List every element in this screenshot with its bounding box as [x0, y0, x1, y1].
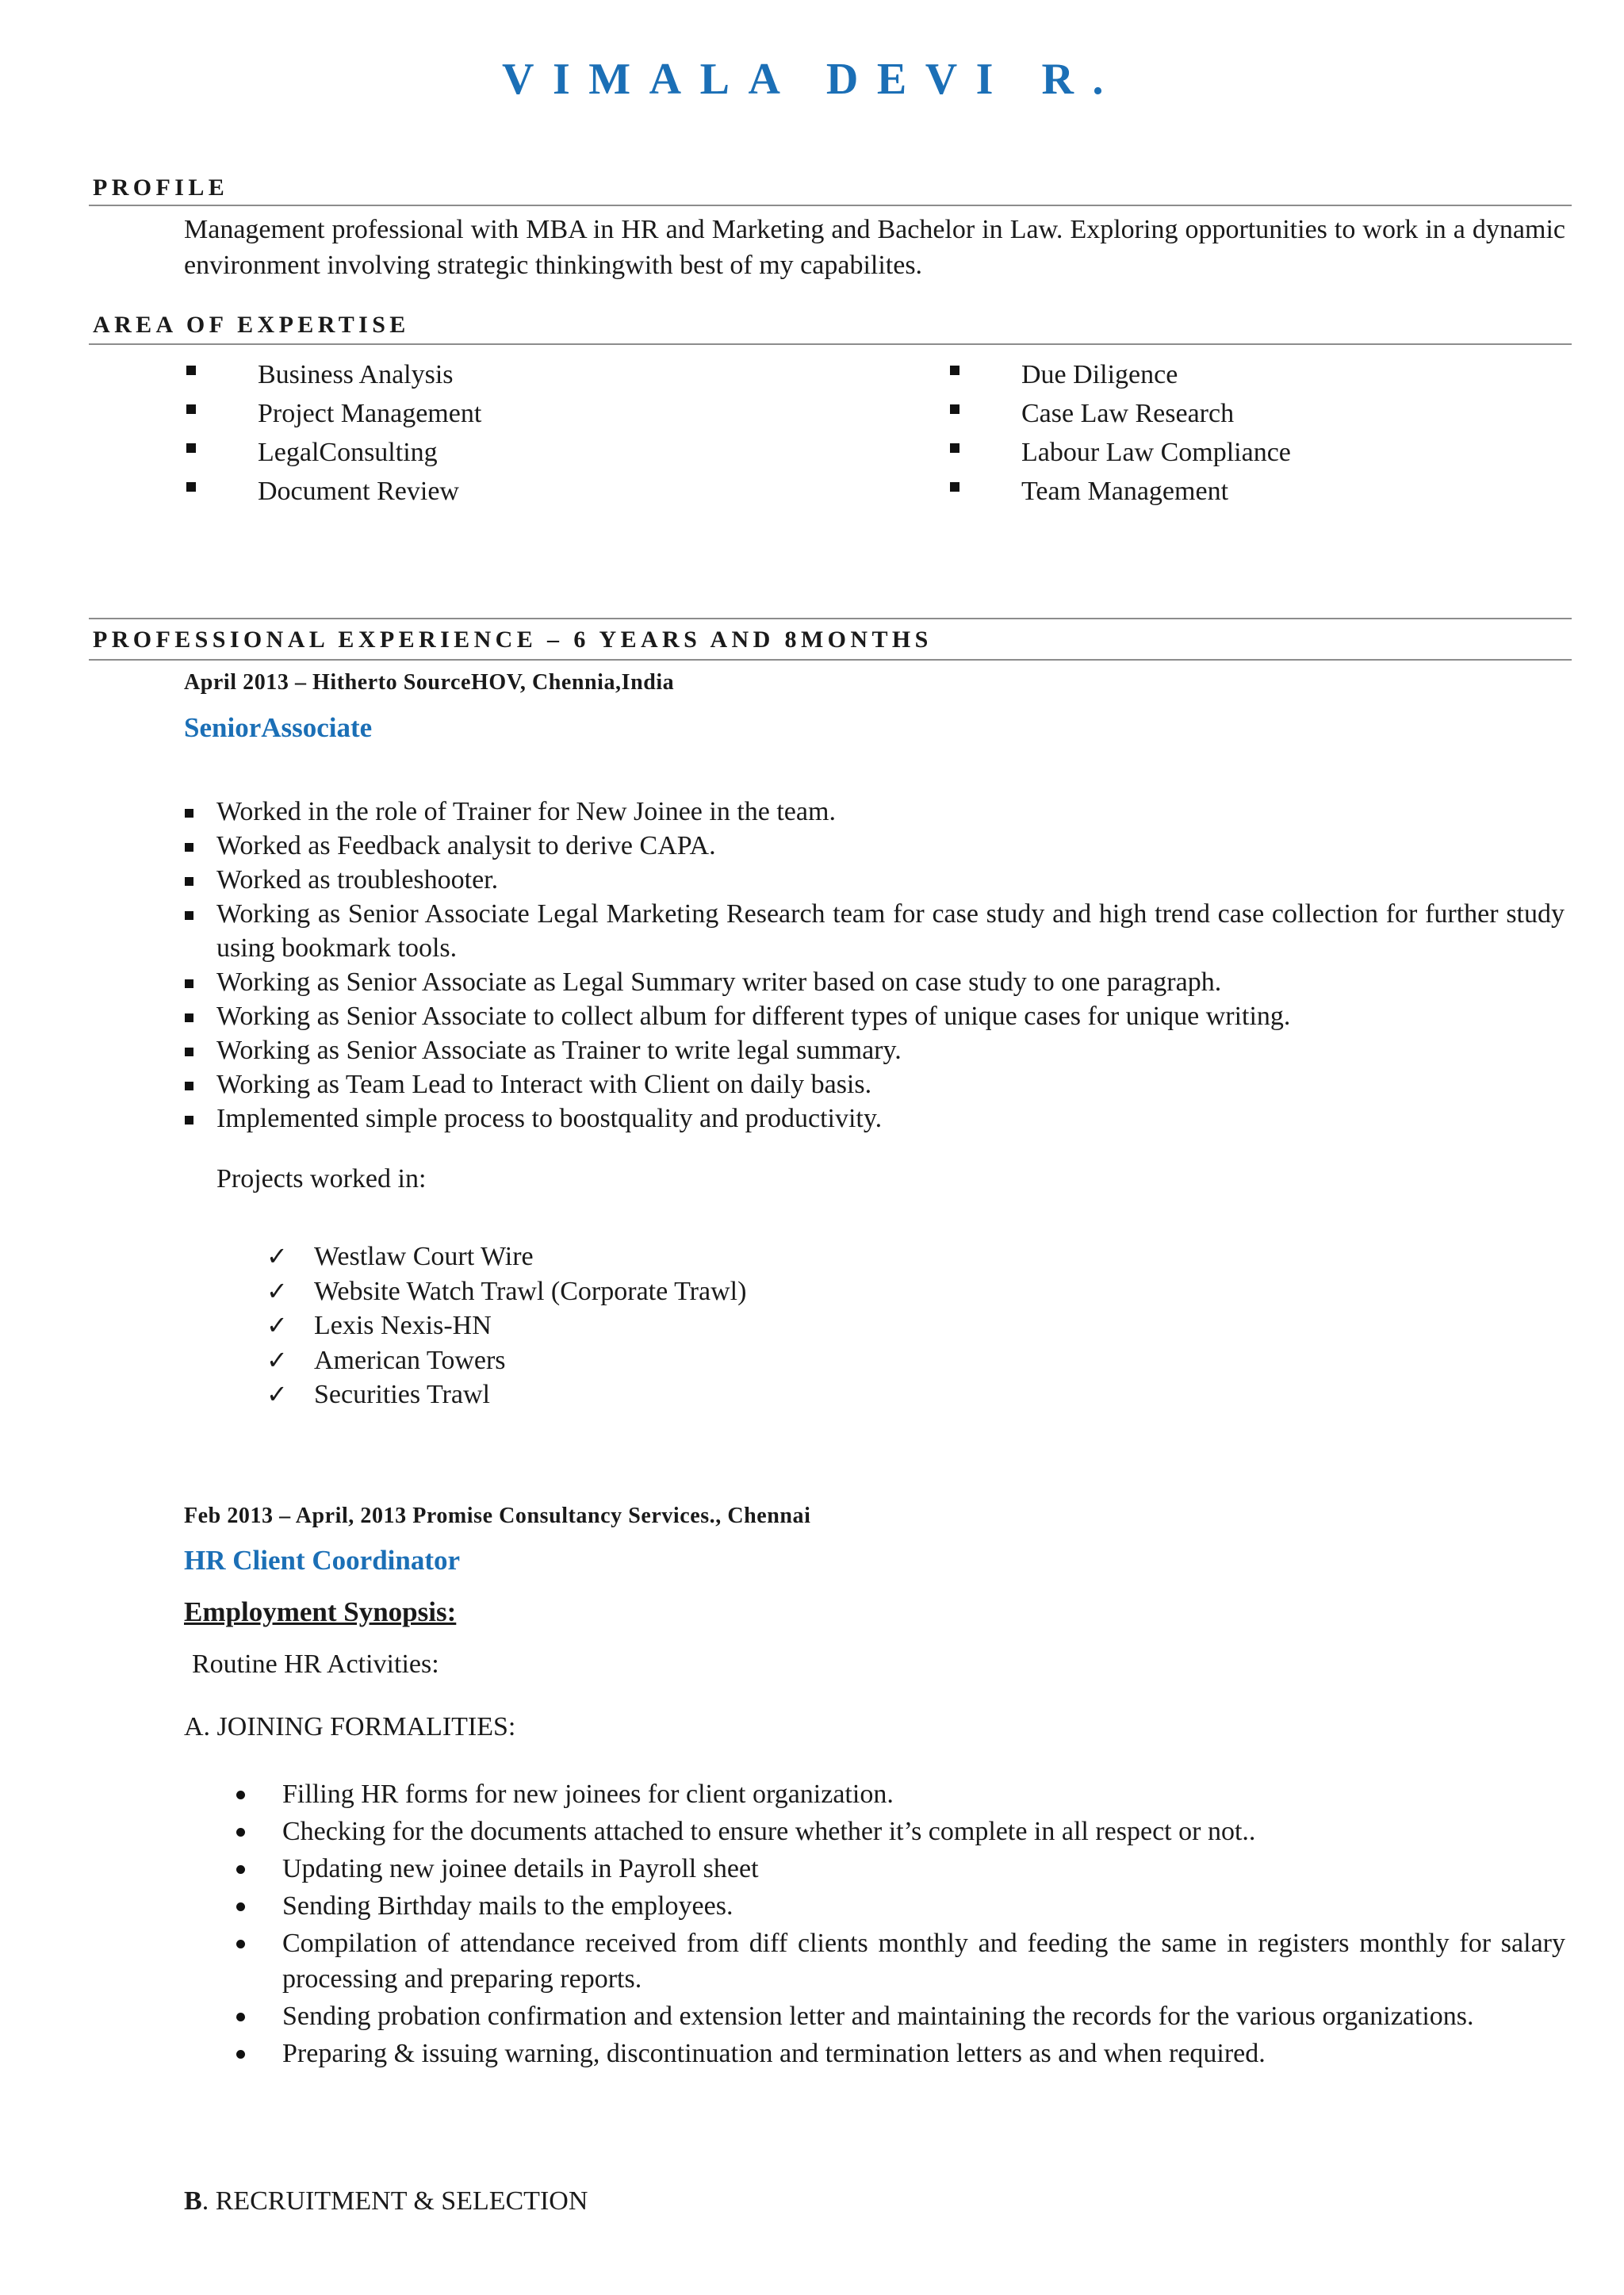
- square-bullet-icon: [185, 843, 193, 852]
- square-bullet-icon: [185, 1116, 193, 1125]
- round-bullet-icon: [236, 2013, 245, 2021]
- duty-item: Working as Senior Associate Legal Marketing Research team for case study and high trend case collection for further study using bookmark tools.: [216, 897, 1565, 965]
- projects-label: Projects worked in:: [216, 1164, 427, 1193]
- square-bullet-icon: [186, 366, 196, 375]
- expertise-item: Document Review: [258, 472, 481, 511]
- duty-item: Working as Senior Associate as Trainer to write legal summary.: [216, 1033, 1565, 1067]
- checkmark-icon: ✓: [266, 1379, 288, 1409]
- project-item: ✓ Westlaw Court Wire: [314, 1239, 746, 1274]
- expertise-divider: [89, 343, 1572, 345]
- duty-item: Working as Team Lead to Interact with Client on daily basis.: [216, 1067, 1565, 1102]
- square-bullet-icon: [185, 1048, 193, 1056]
- employment-synopsis-heading: Employment Synopsis:: [184, 1596, 457, 1627]
- expertise-item: Due Diligence: [1021, 355, 1291, 394]
- joining-item: Compilation of attendance received from diff clients monthly and feeding the same in registers monthly for salary processing and preparing reports.: [282, 1925, 1565, 1997]
- checkmark-icon: ✓: [266, 1344, 288, 1375]
- joining-item: Sending probation confirmation and extension letter and maintaining the records for the various organizations.: [282, 1998, 1565, 2034]
- square-bullet-icon: [185, 809, 193, 818]
- checkmark-icon: ✓: [266, 1241, 288, 1271]
- square-bullet-icon: [186, 443, 196, 453]
- expertise-item: Labour Law Compliance: [1021, 433, 1291, 472]
- expertise-item: Business Analysis: [258, 355, 481, 394]
- routine-hr-label: Routine HR Activities:: [192, 1649, 439, 1679]
- round-bullet-icon: [236, 1828, 245, 1837]
- joining-formalities-heading: A. JOINING FORMALITIES:: [184, 1712, 516, 1741]
- square-bullet-icon: [185, 911, 193, 920]
- expertise-item: Team Management: [1021, 472, 1291, 511]
- square-bullet-icon: [950, 482, 959, 492]
- square-bullet-icon: [186, 482, 196, 492]
- experience-top-divider: [89, 618, 1572, 619]
- square-bullet-icon: [950, 366, 959, 375]
- expertise-list-right: [1021, 355, 1291, 511]
- candidate-name: VIMALA DEVI R.: [502, 55, 1122, 104]
- expertise-heading: AREA OF EXPERTISE: [93, 312, 410, 338]
- experience-divider: [89, 659, 1572, 661]
- checkmark-icon: ✓: [266, 1310, 288, 1340]
- square-bullet-icon: [185, 1013, 193, 1022]
- expertise-item: Project Management: [258, 394, 481, 433]
- duty-item: Working as Senior Associate to collect album for different types of unique cases for unique writing.: [216, 999, 1565, 1033]
- profile-text: Management professional with MBA in HR and Marketing and Bachelor in Law. Exploring opportunities to work in a dynamic environment involving strategic thinkingwith best of my capabilites.: [184, 215, 1565, 280]
- joining-item: Updating new joinee details in Payroll sheet: [282, 1851, 1565, 1887]
- projects-list: [266, 1239, 747, 1412]
- square-bullet-icon: [950, 404, 959, 414]
- duty-item: Worked as Feedback analysit to derive CAPA.: [216, 829, 1565, 863]
- round-bullet-icon: [236, 1940, 245, 1948]
- round-bullet-icon: [236, 1902, 245, 1911]
- square-bullet-icon: [185, 1082, 193, 1090]
- recruitment-selection-heading: B. RECRUITMENT & SELECTION: [184, 2186, 588, 2216]
- round-bullet-icon: [236, 1791, 245, 1799]
- square-bullet-icon: [185, 877, 193, 886]
- project-item: ✓ American Towers: [314, 1343, 746, 1378]
- project-item: ✓ Lexis Nexis-HN: [314, 1308, 746, 1343]
- profile-divider: [89, 205, 1572, 206]
- expertise-item: LegalConsulting: [258, 433, 481, 472]
- square-bullet-icon: [186, 404, 196, 414]
- duty-item: Worked in the role of Trainer for New Joinee in the team.: [216, 795, 1565, 829]
- job2-dates-company: Feb 2013 – April, 2013 Promise Consultancy Services., Chennai: [184, 1504, 811, 1528]
- round-bullet-icon: [236, 2050, 245, 2059]
- job1-title: SeniorAssociate: [184, 712, 373, 743]
- joining-item: Checking for the documents attached to ensure whether it’s complete in all respect or not..: [282, 1814, 1565, 1849]
- round-bullet-icon: [236, 1865, 245, 1874]
- experience-heading: PROFESSIONAL EXPERIENCE – 6 YEARS AND 8MONTHS: [93, 626, 933, 653]
- project-item: ✓ Website Watch Trawl (Corporate Trawl): [314, 1274, 746, 1309]
- joining-item: Sending Birthday mails to the employees.: [282, 1888, 1565, 1924]
- expertise-list-left: [258, 355, 481, 511]
- expertise-item: Case Law Research: [1021, 394, 1291, 433]
- square-bullet-icon: [185, 979, 193, 988]
- joining-item: Filling HR forms for new joinees for client organization.: [282, 1776, 1565, 1812]
- duty-item: Working as Senior Associate as Legal Summary writer based on case study to one paragraph.: [216, 965, 1565, 999]
- job1-dates-company: April 2013 – Hitherto SourceHOV, Chennia,India: [184, 670, 675, 695]
- job2-title: HR Client Coordinator: [184, 1545, 461, 1576]
- profile-heading: PROFILE: [93, 174, 229, 201]
- job1-duties-list: [216, 795, 1565, 1136]
- joining-item: Preparing & issuing warning, discontinuation and termination letters as and when required.: [282, 2036, 1565, 2071]
- duty-item: Implemented simple process to boostquality and productivity.: [216, 1102, 1565, 1136]
- project-item: ✓ Securities Trawl: [314, 1377, 746, 1412]
- joining-formalities-list: [282, 1776, 1565, 2073]
- checkmark-icon: ✓: [266, 1275, 288, 1306]
- duty-item: Worked as troubleshooter.: [216, 863, 1565, 897]
- square-bullet-icon: [950, 443, 959, 453]
